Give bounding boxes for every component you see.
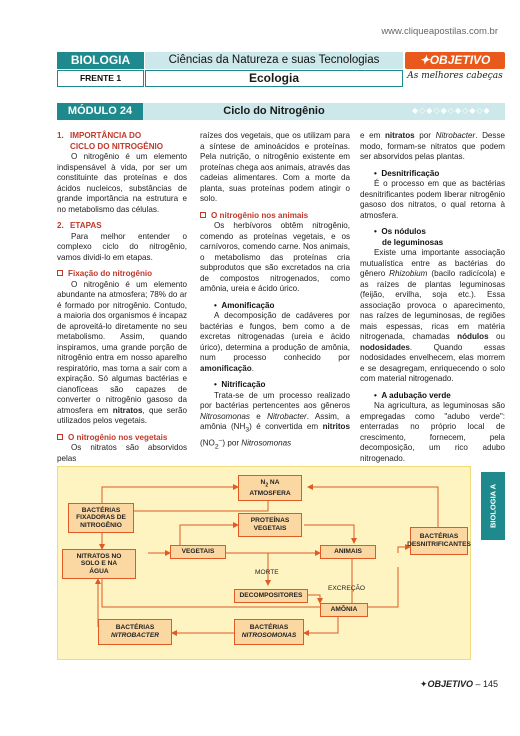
node-ammonia: AMÔNIA bbox=[320, 603, 368, 617]
node-nitrates-soil-water: NITRATOS NO SOLO E NA ÁGUA bbox=[62, 549, 136, 579]
section-heading-2: 2. ETAPAS bbox=[57, 221, 102, 230]
logo-arrow-icon: ✦ bbox=[419, 53, 430, 67]
label-excretion: EXCREÇÃO bbox=[328, 585, 366, 592]
node-decomposers: DECOMPOSITORES bbox=[234, 589, 308, 603]
text-column-1 bbox=[57, 131, 187, 464]
page-footer bbox=[420, 679, 498, 690]
paragraph: Trata-se de um processo realizado por bactérias pertencentes aos gêneros Nitrosomonas e Nitrobacter. Assim, a amônia $(NH_3)$ é convertida em nitritos $(NO_2^-)$ por Nitrosomonas bbox=[200, 390, 351, 451]
logo-arrow-icon: ✦ bbox=[419, 679, 428, 689]
bullet-icon: • bbox=[214, 380, 222, 389]
section-heading-1-line2: CICLO DO NITROGÊNIO bbox=[70, 141, 164, 151]
module-bar bbox=[57, 103, 505, 120]
text-column-3 bbox=[360, 131, 505, 464]
paragraph: Os nitratos são absorvidos pelas bbox=[57, 443, 187, 463]
bullet-icon: • bbox=[214, 300, 222, 310]
paragraph: raízes dos vegetais, que os utilizam para a síntese de aminoácidos e proteínas. Pela nutrição, o nitrogênio existente em proteínas chega aos animais, através das cadeias alimentares. Com a morte da planta, suas proteínas podem atingir o solo. bbox=[200, 131, 350, 203]
node-nitrosomonas: BACTÉRIAS NITROSOMONAS bbox=[234, 619, 304, 645]
footer-brand: OBJETIVO bbox=[427, 679, 473, 689]
node-n2-atmosphere: $N_2$ NA ATMOSFERA bbox=[238, 475, 302, 501]
topic-label: Ecologia bbox=[145, 70, 403, 87]
bullet-heading-adubacao: • A adubação verde bbox=[374, 390, 451, 400]
label-death: MORTE bbox=[255, 569, 279, 576]
side-tab: BIOLOGIA A bbox=[481, 472, 505, 540]
front-label: FRENTE 1 bbox=[57, 70, 144, 87]
text-column-2 bbox=[200, 131, 350, 453]
bullet-heading-nodulos-line2: de leguminosas bbox=[382, 237, 444, 247]
bullet-icon: • bbox=[374, 390, 382, 400]
paragraph: O nitrogênio é um elemento indispensável à vida, por ser um constituinte das proteínas e dos ácidos nucleicos, substâncias de grande importância na estrutura e no metabolismo das células. bbox=[57, 152, 187, 214]
paragraph: A decomposição de cadáveres por bactérias e fungos, bem como a de excretas nitrogenadas (ureia e ácido úrico), determina a produção de amônia, num processo conhecido por amonificação. bbox=[200, 311, 350, 373]
bullet-heading-nitrificacao: • Nitrificação bbox=[214, 380, 266, 389]
node-fixing-bacteria: BACTÉRIAS FIXADORAS DE NITROGÊNIO bbox=[68, 503, 134, 533]
subheading-fixacao: Fixação do nitrogênio bbox=[57, 269, 187, 280]
objetivo-logo bbox=[405, 52, 505, 88]
paragraph: Para melhor entender o complexo ciclo do nitrogênio, vamos dividi-lo em etapas. bbox=[57, 231, 187, 262]
section-heading-1: 1. IMPORTÂNCIA DO bbox=[57, 131, 142, 140]
subheading-animais: O nitrogênio nos animais bbox=[200, 211, 350, 222]
area-label: Ciências da Natureza e suas Tecnologias bbox=[145, 52, 403, 69]
bullet-heading-nodulos: • Os nódulos bbox=[374, 227, 426, 236]
node-denitrifying-bacteria: BACTÉRIAS DESNITRIFICANTES bbox=[410, 527, 468, 555]
page-number: – 145 bbox=[475, 679, 498, 689]
nitrogen-cycle-diagram bbox=[57, 466, 471, 660]
logo-slogan: As melhores cabeças bbox=[407, 71, 503, 81]
paragraph: e em nitratos por Nitrobacter. Desse modo, formam-se nitratos que podem ser absorvidos pelas plantas. bbox=[360, 131, 506, 161]
node-plants: VEGETAIS bbox=[170, 545, 226, 559]
subheading-vegetais: O nitrogênio nos vegetais bbox=[57, 433, 187, 444]
subject-label: BIOLOGIA bbox=[57, 52, 144, 69]
bullet-heading-desnitrificacao: • Desnitrificação bbox=[374, 168, 440, 178]
bullet-icon: • bbox=[374, 227, 382, 236]
logo-wordmark: ✦OBJETIVO bbox=[405, 52, 505, 69]
decorative-diamonds-icon: ◆◇◆◇◆◇◆◇◆◇◆ bbox=[412, 106, 491, 115]
checkbox-bullet-icon bbox=[57, 434, 63, 440]
paragraph: Existe uma importante associação mutualística entre as bactérias do gênero Rhizobium (bacilo radicícola) e as raízes de plantas leguminosas (feijão, ervilha, soja etc.). Essa associação provoca o aparecimento, nas raízes de leguminosas, de regiões mais espessas, ricas em matéria nitrogenada, chamadas nódulos ou nodosidades. Quando essas nodosidades envelhecem, elas morrem e se desagregam, enriquecendo o solo com material nitrogenado. bbox=[360, 248, 506, 383]
site-url[interactable]: www.cliqueapostilas.com.br bbox=[381, 26, 498, 37]
node-animals: ANIMAIS bbox=[320, 545, 376, 559]
paragraph: O nitrogênio é um elemento abundante na atmosfera; 78% do ar é formado por nitrogênio. Contudo, a maioria dos organismos é incapaz de aproveitá-lo diretamente no seu metabolismo. Assim, quando inspiramos, uma grande porção de nitrogênio entra em nosso aparelho respiratório, mas torna a sair com a expiração. Só algumas bactérias e cianofíceas são capazes de converter o nitrogênio gasoso da atmosfera em nitratos, que serão utilizados pelos vegetais. bbox=[57, 279, 188, 425]
module-title: Ciclo do Nitrogênio bbox=[223, 105, 325, 117]
paragraph: É o processo em que as bactérias desnitrificantes podem liberar nitrogênio gasoso dos nitratos, o qual retorna à atmosfera. bbox=[360, 179, 505, 220]
checkbox-bullet-icon bbox=[57, 270, 63, 276]
module-label: MÓDULO 24 bbox=[57, 103, 143, 120]
node-nitrobacter: BACTÉRIAS NITROBACTER bbox=[98, 619, 172, 645]
paragraph: Os herbívoros obtêm nitrogênio, comendo as proteínas vegetais, e os carnívoros, comendo carne. Nos animais, o metabolismo das proteínas cria subprodutos que são excretados na cria de compostos nitrogenados, como amônia, ureia e ácido úrico. bbox=[200, 221, 350, 293]
page-header bbox=[57, 52, 505, 88]
paragraph: Na agricultura, as leguminosas são empregadas como "adubo verde": enterradas no próprio local de crescimento, fornecem, pela decomposição, um rico adubo nitrogenado. bbox=[360, 401, 505, 463]
bullet-heading-amonificacao: • Amonificação bbox=[214, 300, 275, 310]
checkbox-bullet-icon bbox=[200, 212, 206, 218]
bullet-icon: • bbox=[374, 168, 382, 178]
node-plant-proteins: PROTEÍNAS VEGETAIS bbox=[238, 513, 302, 537]
